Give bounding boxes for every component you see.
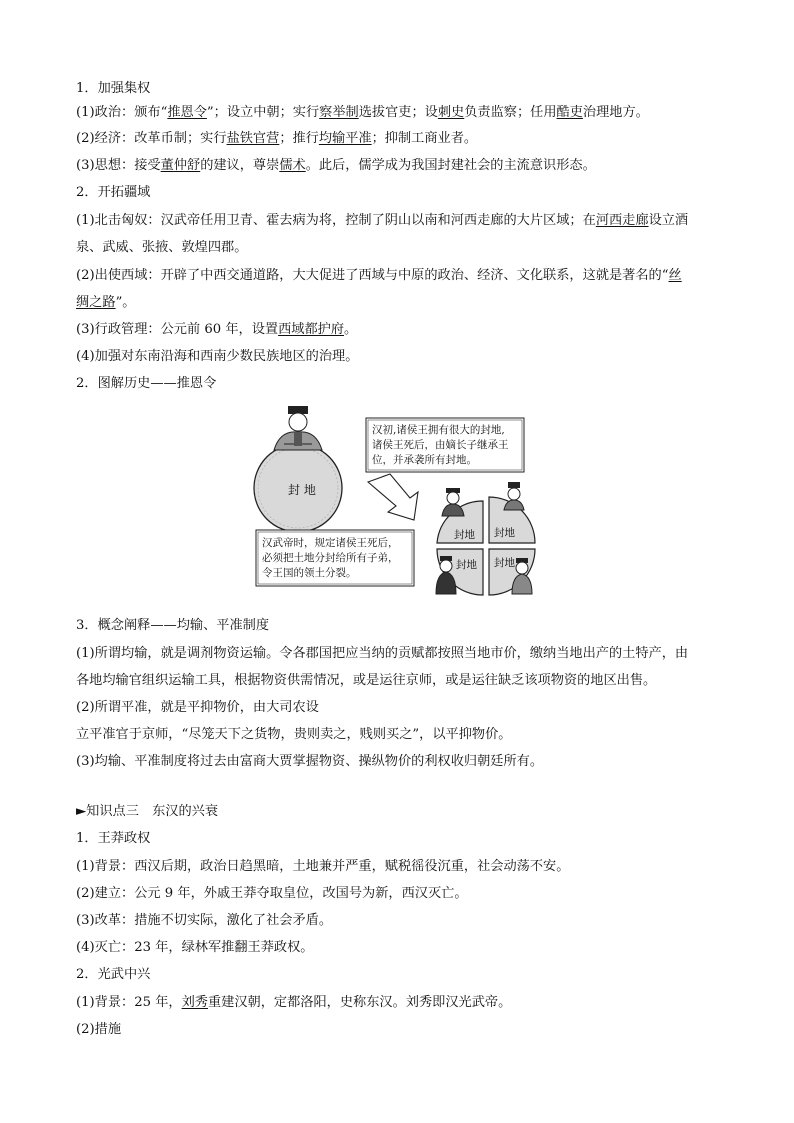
paragraph-western-regions-line2: 绸之路”。: [76, 295, 136, 310]
arrow-icon: [368, 474, 418, 520]
paragraph-wang-mang-fall: (4)灭亡：23 年，绿林军推翻王莽政权。: [76, 940, 314, 955]
box2-line-1: 汉武帝时，规定诸侯王死后，: [262, 537, 399, 549]
paragraph-pingzhun-line2: 立平准官于京师，“尽笼天下之货物，贵则卖之，贱则买之”，以平抑物价。: [76, 727, 512, 742]
heading-strengthen-centralization: 1．加强集权: [76, 81, 151, 96]
paragraph-southeast-governance: (4)加强对东南沿海和西南少数民族地区的治理。: [76, 349, 359, 364]
heading-illustrated-history: 2．图解历史——推恩令: [76, 376, 217, 391]
paragraph-pingzhun-line1: (2)所谓平准，就是平抑物价，由大司农设: [76, 700, 319, 715]
heading-junshu-pingzhun: 3．概念阐释——均输、平准制度: [76, 618, 270, 633]
box1-line-1: 汉初,诸侯王拥有很大的封地,: [372, 424, 505, 436]
son-figure-2: [504, 482, 524, 510]
small-disk-label-1: 封地: [454, 529, 475, 541]
box1-line-2: 诸侯王死后，由嫡长子继承王: [372, 439, 509, 451]
tuienling-illustration: [250, 402, 546, 600]
paragraph-guangwu-measures: (2)措施: [76, 1022, 122, 1037]
heading-guangwu-restoration: 2．光武中兴: [76, 967, 151, 982]
paragraph-junshu-line2: 各地均输官组织运输工具，根据物资供需情况，或是运往京师，或是运往缺乏该项物资的地区出售。: [76, 673, 657, 688]
paragraph-thought: (3)思想：接受董仲舒的建议，尊崇儒术。此后，儒学成为我国封建社会的主流意识形态。: [76, 158, 596, 173]
small-disk-label-3: 封地: [456, 559, 477, 571]
paragraph-politics: (1)政治：颁布“推恩令”；设立中朝；实行察举制选拔官吏；设刺史负责监察；任用酷吏治理地方。: [76, 105, 649, 120]
heading-wang-mang: 1．王莽政权: [76, 831, 151, 846]
paragraph-junshu-line1: (1)所谓均输，就是调剂物资运输。令各郡国把应当纳的贡赋都按照当地市价，缴纳当地出产的土特产，由: [76, 646, 689, 661]
paragraph-western-regions-line1: (2)出使西域：开辟了中西交通道路，大大促进了西域与中原的政治、经济、文化联系，这就是著名的“丝: [76, 268, 682, 283]
paragraph-wang-mang-reform: (3)改革：措施不切实际，激化了社会矛盾。: [76, 913, 333, 928]
box2-line-3: 令王国的领土分裂。: [262, 567, 357, 579]
big-disk-label: 封 地: [288, 483, 316, 497]
knowledge-point-title: ►知识点三 东汉的兴衰: [76, 804, 219, 819]
emperor-figure: [274, 406, 322, 450]
paragraph-guangwu-background: (1)背景：25 年，刘秀重建汉朝，定都洛阳，史称东汉。刘秀即汉光武帝。: [76, 995, 512, 1010]
paragraph-wang-mang-establish: (2)建立：公元 9 年，外戚王莽夺取皇位，改国号为新，西汉灭亡。: [76, 886, 468, 901]
paragraph-administration: (3)行政管理：公元前 60 年，设置西域都护府。: [76, 322, 358, 337]
small-disk-label-4: 封地: [494, 557, 515, 569]
paragraph-economy: (2)经济：改革币制；实行盐铁官营；推行均输平准；抑制工商业者。: [76, 131, 478, 146]
paragraph-xiongnu-line1: (1)北击匈奴：汉武帝任用卫青、霍去病为将，控制了阴山以南和河西走廊的大片区域；在河西走廊设立酒: [76, 213, 689, 228]
son-figure-1: [442, 488, 464, 516]
heading-expand-territory: 2．开拓疆域: [76, 185, 151, 200]
paragraph-junshu-pingzhun-effect: (3)均输、平准制度将过去由富商大贾掌握物资、操纵物价的利权收归朝廷所有。: [76, 754, 544, 769]
paragraph-xiongnu-line2: 泉、武威、张掖、敦煌四郡。: [76, 240, 248, 255]
box1-line-3: 位，并承袭所有封地。: [372, 454, 477, 466]
paragraph-wang-mang-background: (1)背景：西汉后期，政治日趋黑暗，土地兼并严重，赋税徭役沉重，社会动荡不安。: [76, 859, 570, 874]
small-disk-label-2: 封地: [494, 527, 515, 539]
box2-line-2: 必须把土地分封给所有子弟，: [262, 552, 399, 564]
